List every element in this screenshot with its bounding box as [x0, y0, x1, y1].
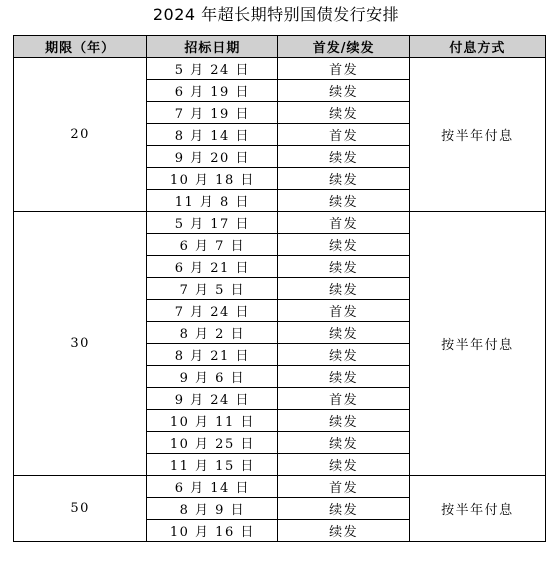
auction-date-cell: 8 月 14 日 [147, 124, 278, 146]
header-date: 招标日期 [147, 36, 278, 58]
document-title: 2024 年超长期特别国债发行安排 [152, 5, 400, 24]
table-row [14, 58, 546, 80]
auction-date-cell: 10 月 25 日 [147, 432, 278, 454]
issue-type-cell: 首发 [278, 388, 409, 410]
table-body [14, 58, 546, 542]
auction-date-cell: 6 月 19 日 [147, 80, 278, 102]
auction-date-cell: 10 月 18 日 [147, 168, 278, 190]
header-period: 期限（年） [14, 36, 147, 58]
issue-type-cell: 续发 [278, 520, 409, 542]
issue-type-cell: 续发 [278, 366, 409, 388]
auction-date-cell: 7 月 19 日 [147, 102, 278, 124]
issue-type-cell: 续发 [278, 454, 409, 476]
auction-date-cell: 5 月 24 日 [147, 58, 278, 80]
auction-date-cell: 8 月 9 日 [147, 498, 278, 520]
bond-schedule-table [13, 35, 546, 542]
auction-date-cell: 11 月 15 日 [147, 454, 278, 476]
auction-date-cell: 9 月 24 日 [147, 388, 278, 410]
table-header-row [14, 36, 546, 58]
auction-date-cell: 10 月 16 日 [147, 520, 278, 542]
auction-date-cell: 9 月 20 日 [147, 146, 278, 168]
auction-date-cell: 6 月 14 日 [147, 476, 278, 498]
issue-type-cell: 续发 [278, 344, 409, 366]
auction-date-cell: 8 月 21 日 [147, 344, 278, 366]
issue-type-cell: 续发 [278, 498, 409, 520]
payment-method-cell: 按半年付息 [409, 212, 545, 476]
payment-method-cell: 按半年付息 [409, 58, 545, 212]
issue-type-cell: 续发 [278, 102, 409, 124]
auction-date-cell: 8 月 2 日 [147, 322, 278, 344]
issue-type-cell: 续发 [278, 322, 409, 344]
issue-type-cell: 首发 [278, 124, 409, 146]
header-issue-type: 首发/续发 [278, 36, 409, 58]
issue-type-cell: 首发 [278, 300, 409, 322]
auction-date-cell: 6 月 7 日 [147, 234, 278, 256]
issue-type-cell: 续发 [278, 168, 409, 190]
auction-date-cell: 5 月 17 日 [147, 212, 278, 234]
issue-type-cell: 续发 [278, 256, 409, 278]
term-cell: 20 [14, 58, 147, 212]
issue-type-cell: 首发 [278, 476, 409, 498]
auction-date-cell: 6 月 21 日 [147, 256, 278, 278]
issue-type-cell: 续发 [278, 432, 409, 454]
issue-type-cell: 首发 [278, 212, 409, 234]
payment-method-cell: 按半年付息 [409, 476, 545, 542]
issue-type-cell: 续发 [278, 146, 409, 168]
auction-date-cell: 10 月 11 日 [147, 410, 278, 432]
auction-date-cell: 11 月 8 日 [147, 190, 278, 212]
table-row [14, 476, 546, 498]
term-cell: 30 [14, 212, 147, 476]
auction-date-cell: 7 月 24 日 [147, 300, 278, 322]
issue-type-cell: 续发 [278, 190, 409, 212]
auction-date-cell: 9 月 6 日 [147, 366, 278, 388]
table-row [14, 212, 546, 234]
header-payment: 付息方式 [409, 36, 545, 58]
term-cell: 50 [14, 476, 147, 542]
issue-type-cell: 续发 [278, 278, 409, 300]
issue-type-cell: 续发 [278, 234, 409, 256]
issue-type-cell: 首发 [278, 58, 409, 80]
issue-type-cell: 续发 [278, 80, 409, 102]
issue-type-cell: 续发 [278, 410, 409, 432]
auction-date-cell: 7 月 5 日 [147, 278, 278, 300]
